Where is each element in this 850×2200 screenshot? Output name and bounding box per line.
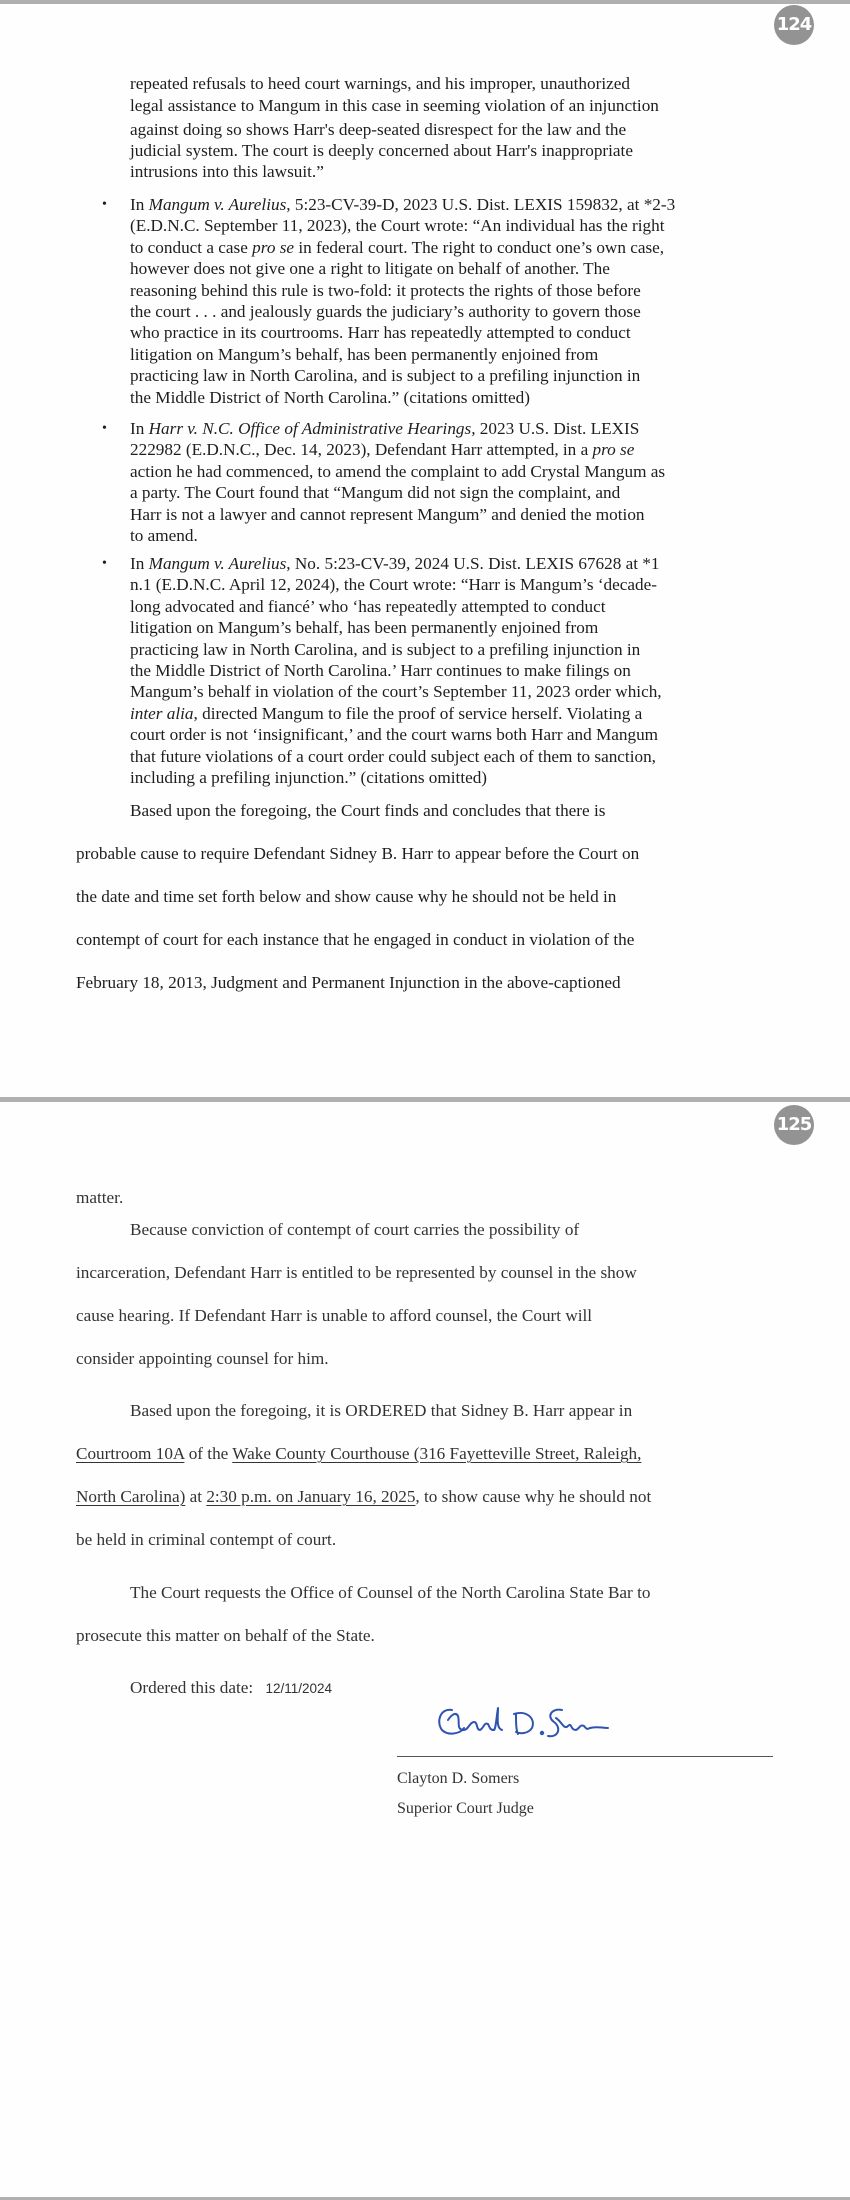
citation-line (130, 504, 645, 525)
continuation-text: matter. (76, 1188, 124, 1207)
citation-line (130, 660, 631, 681)
citation-line (130, 258, 610, 279)
ordered-date-label: Ordered this date: (130, 1678, 254, 1697)
citation-text: long advocated and fiancé’ who ‘has repeatedly attempted to conduct (130, 596, 606, 616)
bullet-icon: • (102, 197, 107, 212)
case-name-italic: pro se (592, 440, 635, 460)
quote-line: judicial system. The court is deeply concerned about Harr's inappropriate (130, 141, 633, 160)
case-name-italic: inter alia (130, 703, 194, 723)
citation-text: to conduct a case (130, 237, 253, 257)
case-name-italic: pro se (252, 237, 295, 257)
citation-line (130, 237, 664, 258)
ordered-date-value: 12/11/2024 (265, 1681, 333, 1696)
citation-text: practicing law in North Carolina, and is subject to a prefiling injunction in (130, 366, 641, 386)
signature-stroke (514, 1713, 533, 1734)
counsel-line: consider appointing counsel for him. (76, 1349, 329, 1368)
citation-line (130, 482, 620, 503)
citation-line (130, 746, 656, 767)
order-connector: of the (184, 1444, 233, 1463)
citation-text: court order is not ‘insignificant,’ and the court warns both Harr and Mangum (130, 725, 659, 745)
conclusion-line: contempt of court for each instance that he engaged in conduct in violation of the (76, 930, 635, 949)
citation-line (130, 553, 659, 574)
citation-line (130, 724, 658, 745)
citation-text: that future violations of a court order could subject each of them to sanction, (130, 746, 656, 766)
citation-line (130, 301, 641, 322)
citation-line (130, 418, 639, 439)
citation-text: the Middle District of North Carolina.” (citations omitted) (130, 387, 530, 407)
citation-text: a party. The Court found that “Mangum did not sign the complaint, and (130, 483, 621, 503)
signature-stroke (439, 1708, 502, 1734)
page-top-border (0, 0, 850, 4)
order-line: Based upon the foregoing, it is ORDERED that Sidney B. Harr appear in (130, 1401, 633, 1420)
judge-title: Superior Court Judge (397, 1800, 534, 1817)
citation-text: Mangum’s behalf in violation of the court’s September 11, 2023 order which, (130, 682, 662, 702)
judge-name: Clayton D. Somers (397, 1770, 520, 1787)
request-line: prosecute this matter on behalf of the State. (76, 1626, 375, 1645)
bullet-icon: • (102, 556, 107, 571)
citation-text: n.1 (E.D.N.C. April 12, 2024), the Court wrote: “Harr is Mangum’s ‘decade- (130, 575, 657, 595)
courtroom-text: Courtroom 10A (76, 1444, 185, 1463)
citation-text: (E.D.N.C. September 11, 2023), the Court wrote: “An individual has the right (130, 216, 665, 236)
citation-line (130, 461, 665, 482)
citation-text: the Middle District of North Carolina.’ Harr continues to make filings on (130, 661, 631, 680)
citation-line (130, 703, 642, 724)
citation-text: including a prefiling injunction.” (citations omitted) (130, 768, 488, 787)
citation-line (130, 387, 530, 408)
citation-line (130, 344, 598, 365)
citation-text: litigation on Mangum’s behalf, has been permanently enjoined from (130, 618, 599, 638)
citation-text: , directed Mangum to file the proof of service herself. Violating a (193, 703, 643, 723)
citation-text: the court . . . and jealously guards the judiciary’s authority to govern those (130, 302, 641, 321)
conclusion-line: probable cause to require Defendant Sidney B. Harr to appear before the Court on (76, 844, 640, 863)
courthouse-text: Wake County Courthouse (316 Fayetteville Street, Raleigh, (232, 1444, 642, 1463)
courthouse-text: North Carolina) (76, 1487, 186, 1506)
citation-text: In (130, 554, 149, 573)
page-number-badge: 124 (774, 5, 814, 45)
citation-text: who practice in its courtrooms. Harr has repeatedly attempted to conduct (130, 323, 631, 343)
conclusion-line: February 18, 2013, Judgment and Permanent Injunction in the above-captioned (76, 973, 621, 992)
conclusion-line: the date and time set forth below and show cause why he should not be held in (76, 887, 617, 906)
citation-line (130, 574, 657, 595)
citation-text: litigation on Mangum’s behalf, has been permanently enjoined from (130, 344, 599, 364)
counsel-line: cause hearing. If Defendant Harr is unable to afford counsel, the Court will (76, 1306, 593, 1325)
citation-text: In (130, 419, 149, 438)
citation-text: 222982 (E.D.N.C., Dec. 14, 2023), Defendant Harr attempted, in a (130, 440, 593, 460)
signature-stroke (541, 1732, 543, 1734)
hearing-datetime: 2:30 p.m. on January 16, 2025 (206, 1487, 416, 1506)
order-line (76, 1443, 641, 1464)
citation-text: to amend. (130, 526, 198, 545)
citation-line (130, 617, 598, 638)
signature-line (397, 1756, 773, 1757)
citation-text: practicing law in North Carolina, and is subject to a prefiling injunction in (130, 639, 641, 659)
case-name-italic: Harr v. N.C. Office of Administrative Hearings, (148, 419, 476, 438)
order-connector: at (185, 1487, 207, 1506)
citation-text: , No. 5:23-CV-39, 2024 U.S. Dist. LEXIS 67628 at *1 (286, 554, 660, 573)
page-divider (0, 1097, 850, 1102)
citation-line (130, 596, 605, 617)
citation-line (130, 322, 631, 343)
citation-line (130, 280, 641, 301)
case-name-italic: Mangum v. Aurelius (148, 554, 287, 573)
citation-text: In (130, 195, 149, 214)
quote-line: repeated refusals to heed court warnings, and his improper, unauthorized (130, 74, 630, 93)
counsel-line: incarceration, Defendant Harr is entitled to be represented by counsel in the show (76, 1263, 637, 1282)
quote-line: legal assistance to Mangum in this case in seeming violation of an injunction (130, 96, 659, 115)
citation-line (130, 681, 662, 702)
citation-text: , 5:23-CV-39-D, 2023 U.S. Dist. LEXIS 159832, at *2-3 (286, 195, 676, 214)
signature-stroke (548, 1710, 608, 1737)
order-line (76, 1486, 651, 1507)
counsel-line: Because conviction of contempt of court carries the possibility of (130, 1220, 580, 1239)
citation-line (130, 194, 675, 215)
order-text: , to show cause why he should not (415, 1487, 652, 1506)
citation-line (130, 365, 640, 386)
order-line: be held in criminal contempt of court. (76, 1530, 337, 1549)
ordered-date-line (130, 1677, 332, 1699)
judge-signature (430, 1700, 630, 1750)
citation-text: however does not give one a right to litigate on behalf of another. The (130, 259, 610, 279)
quote-line: against doing so shows Harr's deep-seated disrespect for the law and the (130, 120, 627, 139)
citation-text: in federal court. The right to conduct one’s own case, (294, 237, 665, 257)
quote-line: intrusions into this lawsuit.” (130, 162, 324, 181)
citation-line (130, 215, 664, 236)
case-name-italic: Mangum v. Aurelius (148, 195, 287, 214)
citation-text: Harr is not a lawyer and cannot represent Mangum” and denied the motion (130, 504, 645, 524)
citation-line (130, 439, 634, 460)
citation-line (130, 639, 640, 660)
conclusion-line: Based upon the foregoing, the Court finds and concludes that there is (130, 801, 606, 820)
citation-text: action he had commenced, to amend the complaint to add Crystal Mangum as (130, 461, 666, 481)
bullet-icon: • (102, 421, 107, 436)
citation-text: 2023 U.S. Dist. LEXIS (475, 419, 640, 438)
citation-line (130, 767, 487, 788)
request-line: The Court requests the Office of Counsel of the North Carolina State Bar to (130, 1583, 651, 1602)
page-number-badge: 125 (774, 1105, 814, 1145)
citation-line (130, 525, 198, 546)
citation-text: reasoning behind this rule is two-fold: it protects the rights of those before (130, 280, 641, 300)
